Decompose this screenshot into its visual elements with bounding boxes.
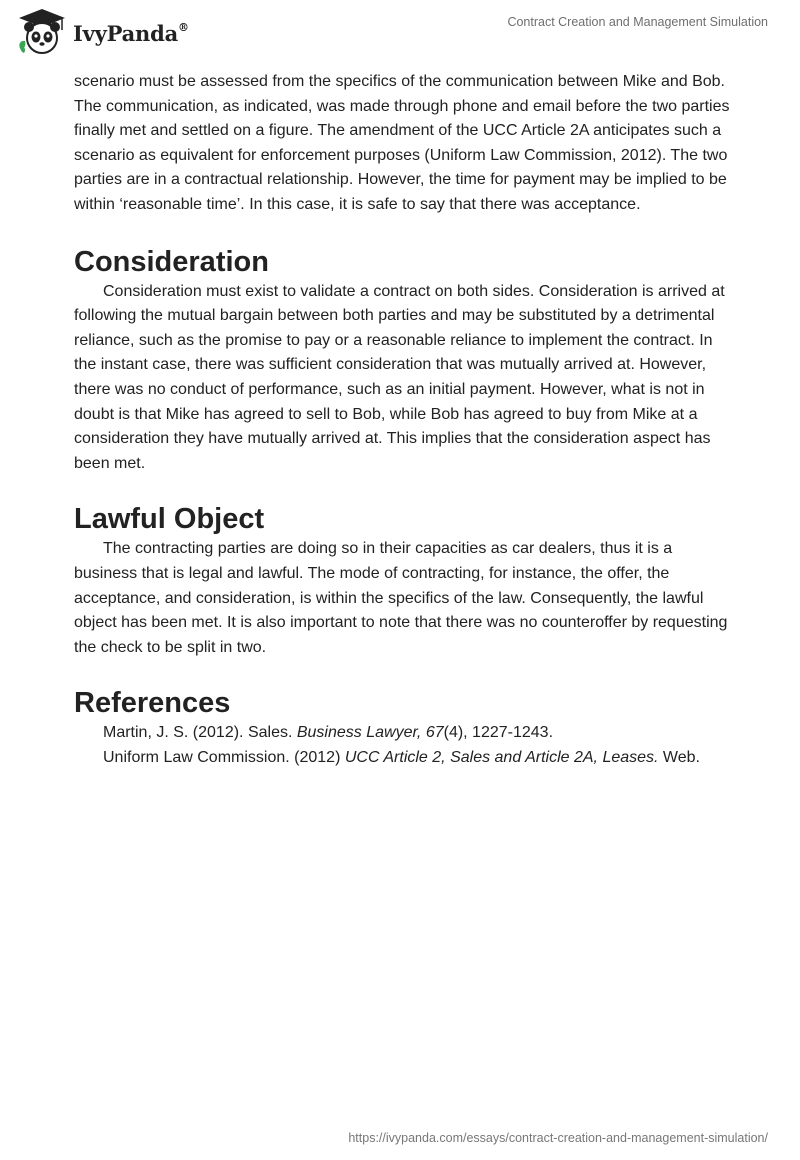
document-title: Contract Creation and Management Simulation <box>507 15 768 29</box>
reference-journal: Business Lawyer, 67 <box>296 724 444 742</box>
heading-consideration: Consideration <box>74 245 269 278</box>
reference-title: UCC Article 2, Sales and Article 2A, Leases. <box>344 748 659 766</box>
essay-body <box>74 70 734 770</box>
reference-text: Martin, J. S. (2012). Sales. <box>103 724 297 742</box>
heading-references: References <box>74 687 231 720</box>
reference-item <box>74 721 734 746</box>
reference-item <box>74 746 734 771</box>
reference-text: Uniform Law Commission. (2012) <box>103 748 345 766</box>
source-url[interactable]: https://ivypanda.com/essays/contract-creation-and-management-simulation/ <box>348 1131 768 1145</box>
intro-paragraph: scenario must be assessed from the specifics of the communication between Mike and Bob. The communication, as indicated, was made through phone and email before the two parties finally met and settled on a figure. The amendment of the UCC Article 2A anticipates such a scenario as equivalent for enforcement purposes (Uniform Law Commission, 2012). The two parties are in a contractual relationship. However, the time for payment may be implied to be within ‘reasonable time’. In this case, it is safe to say that there was acceptance. <box>74 73 730 213</box>
brand-name: IvyPanda® <box>73 20 189 46</box>
reference-text: Web. <box>658 748 700 766</box>
registered-mark: ® <box>178 20 189 34</box>
consideration-paragraph: Consideration must exist to validate a contract on both sides. Consideration is arrived at following the mutual bargain between both parties and may be substituted by a detrimental reliance, such as the promise to pay or a reasonable reliance to implement the contract. In the instant case, there was sufficient consideration that was mutually arrived at. However, there was no conduct of performance, such as an initial payment. However, what is not in doubt is that Mike has agreed to sell to Bob, while Bob has agreed to buy from Mike at a consideration they have mutually arrived at. This implies that the consideration aspect has been met. <box>74 282 725 472</box>
brand-logo[interactable] <box>15 8 189 56</box>
page-header <box>0 0 800 64</box>
panda-graduate-icon <box>15 8 69 56</box>
heading-lawful-object: Lawful Object <box>74 503 265 536</box>
lawful-object-paragraph: The contracting parties are doing so in their capacities as car dealers, thus it is a business that is legal and lawful. The mode of contracting, for instance, the offer, the acceptance, and consideration, is within the specifics of the law. Consequently, the lawful object has been met. It is also important to note that there was no counteroffer by requesting the check to be split in two. <box>74 540 728 656</box>
reference-text: (4), 1227-1243. <box>443 724 554 742</box>
